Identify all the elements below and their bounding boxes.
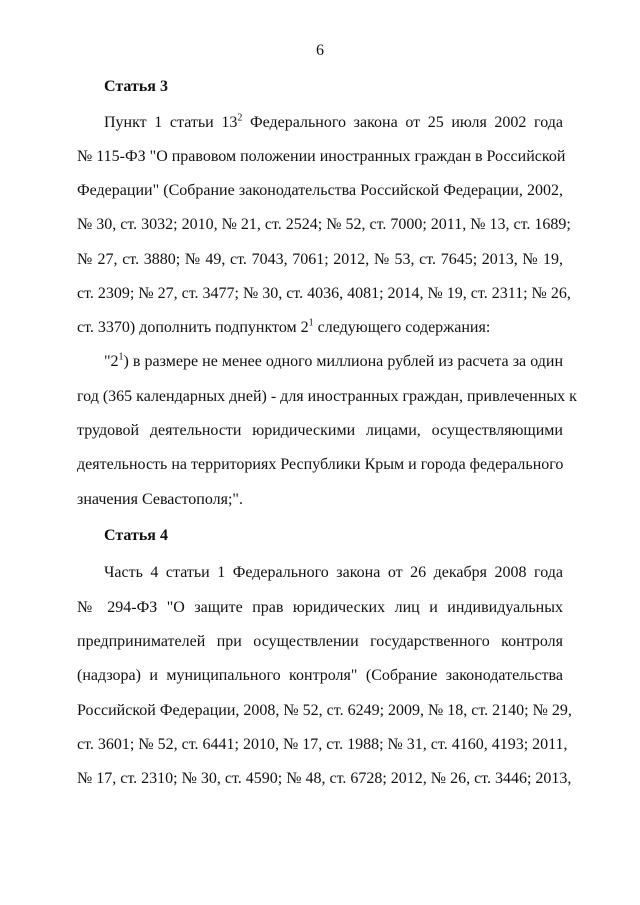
- article-3-paragraph-2-line-4: деятельность на территориях Республики Крым и города федерального: [77, 456, 564, 473]
- article-3-paragraph-2-line-1: [104, 352, 563, 372]
- article-3-paragraph-1-line-5: № 27, ст. 3880; № 49, ст. 7043, 7061; 2012, № 53, ст. 7645; 2013, № 19,: [77, 251, 563, 268]
- article-3-heading: Статья 3: [104, 78, 168, 95]
- article-3-paragraph-1-line-1: [104, 113, 563, 133]
- superscript: 1: [118, 351, 124, 363]
- article-4-paragraph-1-line-4: (надзора) и муниципального контроля" (Собрание законодательства: [77, 667, 563, 684]
- article-3-paragraph-1-line-3: Федерации" (Собрание законодательства Российской Федерации, 2002,: [77, 182, 563, 199]
- superscript: 1: [308, 317, 314, 329]
- article-3-paragraph-1-line-6: ст. 2309; № 27, ст. 3477; № 30, ст. 4036, 4081; 2014, № 19, ст. 2311; № 26,: [77, 285, 571, 302]
- article-3-paragraph-2-line-2: год (365 календарных дней) - для иностранных граждан, привлеченных к: [77, 388, 577, 405]
- article-3-paragraph-1-line-7: [77, 318, 563, 338]
- article-4-heading: Статья 4: [104, 527, 168, 544]
- article-4-paragraph-1-line-2: № 294-ФЗ "О защите прав юридических лиц и индивидуальных: [77, 599, 563, 616]
- article-3-paragraph-2-line-5: значения Севастополя;".: [77, 491, 243, 508]
- text-segment: "2: [104, 353, 119, 370]
- article-3-paragraph-1-line-2: № 115-ФЗ "О правовом положении иностранных граждан в Российской: [77, 148, 566, 165]
- article-4-paragraph-1-line-3: предпринимателей при осуществлении государственного контроля: [77, 633, 563, 650]
- text-segment: ) в размере не менее одного миллиона рублей из расчета за один: [123, 353, 563, 370]
- article-4-paragraph-1-line-5: Российской Федерации, 2008, № 52, ст. 6249; 2009, № 18, ст. 2140; № 29,: [77, 702, 572, 719]
- article-4-paragraph-1-line-1: Часть 4 статьи 1 Федерального закона от 26 декабря 2008 года: [104, 564, 563, 581]
- article-4-paragraph-1-line-7: № 17, ст. 2310; № 30, ст. 4590; № 48, ст. 6728; 2012, № 26, ст. 3446; 2013,: [77, 770, 572, 787]
- article-4-paragraph-1-line-6: ст. 3601; № 52, ст. 6441; 2010, № 17, ст. 1988; № 31, ст. 4160, 4193; 2011,: [77, 736, 568, 753]
- text-segment: ст. 3370) дополнить подпунктом 2: [77, 319, 309, 336]
- text-segment: Федерального закона от 25 июля 2002 года: [242, 114, 563, 131]
- article-3-paragraph-1-line-4: № 30, ст. 3032; 2010, № 21, ст. 2524; № 52, ст. 7000; 2011, № 13, ст. 1689;: [77, 216, 571, 233]
- text-segment: Пункт 1 статьи 13: [104, 114, 238, 131]
- article-3-paragraph-2-line-3: трудовой деятельности юридическими лицами, осуществляющими: [77, 422, 563, 439]
- superscript: 2: [237, 112, 243, 124]
- page-number: 6: [316, 42, 324, 59]
- text-segment: следующего содержания:: [313, 319, 491, 336]
